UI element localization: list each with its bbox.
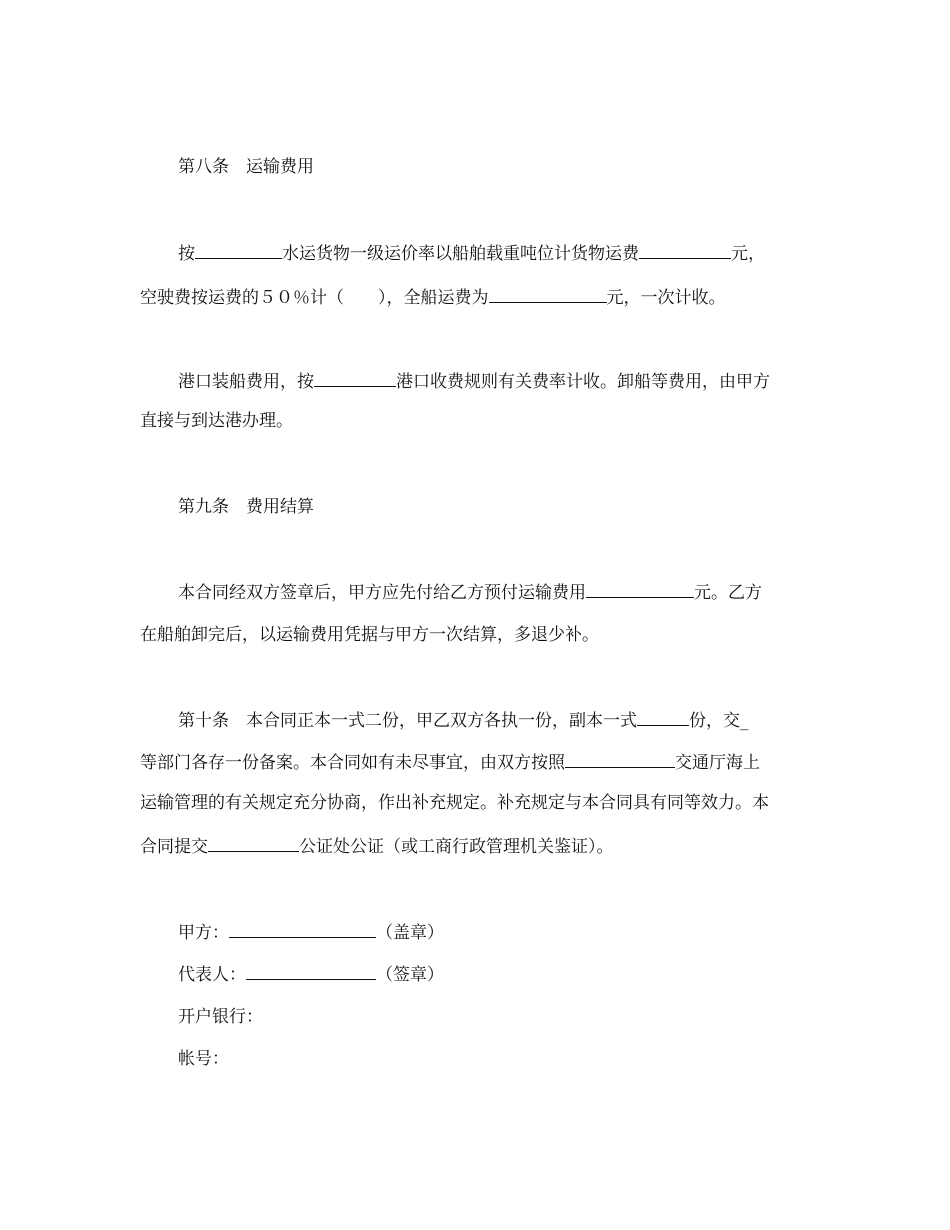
text: 第十条 本合同正本一式二份，甲乙双方各执一份，副本一式 — [178, 711, 637, 731]
article-9-para-1-line-1 — [178, 580, 762, 604]
article-10-line-4 — [140, 834, 614, 858]
blank-line — [489, 285, 607, 303]
blank-line — [565, 750, 675, 768]
blank-line — [195, 241, 282, 259]
article-10-line-3: 运输管理的有关规定充分协商，作出补充规定。补充规定与本合同具有同等效力。本 — [140, 793, 769, 813]
text: 按 — [178, 244, 195, 264]
representative-label: 代表人： — [178, 965, 246, 985]
article-8-para-1-line-1 — [178, 241, 765, 265]
article-8-para-2-line-2: 直接与到达港办理。 — [140, 411, 293, 431]
party-a-blank — [229, 920, 376, 938]
article-9-para-1-line-2: 在船舶卸完后，以运输费用凭据与甲方一次结算，多退少补。 — [140, 625, 599, 645]
text: 元。乙方 — [694, 583, 762, 603]
text: 空驶费按运费的５０％计（ ），全船运费为 — [140, 288, 489, 308]
article-8-heading: 第八条 运输费用 — [178, 157, 314, 177]
text: 公证处公证（或工商行政管理机关鉴证）。 — [299, 837, 614, 857]
text: 港口装船费用，按 — [178, 372, 314, 392]
text: 合同提交 — [140, 837, 208, 857]
article-8-para-1-line-2 — [140, 285, 726, 309]
party-a-seal: （盖章） — [376, 923, 444, 943]
bank-label: 开户银行： — [178, 1007, 263, 1027]
representative-line — [178, 962, 444, 986]
blank-line — [586, 580, 694, 598]
text: 港口收费规则有关费率计收。卸船等费用，由甲方 — [396, 372, 770, 392]
article-10-line-2 — [140, 750, 760, 774]
account-label: 帐号： — [178, 1049, 229, 1069]
party-a-line — [178, 920, 444, 944]
article-8-para-2-line-1 — [178, 369, 770, 393]
representative-blank — [246, 962, 376, 980]
article-10-line-1 — [178, 708, 749, 732]
blank-line — [637, 708, 689, 726]
text: 交通厅海上 — [675, 753, 760, 773]
text: 本合同经双方签章后，甲方应先付给乙方预付运输费用 — [178, 583, 586, 603]
article-9-heading: 第九条 费用结算 — [178, 497, 314, 517]
blank-line — [639, 241, 731, 259]
text: 元， — [731, 244, 765, 264]
blank-line — [314, 369, 396, 387]
text: 水运货物一级运价率以船舶载重吨位计货物运费 — [282, 244, 639, 264]
representative-seal: （签章） — [376, 965, 444, 985]
text: 份，交_ — [689, 711, 749, 731]
blank-line — [208, 834, 299, 852]
text: 元，一次计收。 — [606, 288, 726, 308]
text: 等部门各存一份备案。本合同如有未尽事宜，由双方按照 — [140, 753, 565, 773]
party-a-label: 甲方： — [178, 923, 229, 943]
